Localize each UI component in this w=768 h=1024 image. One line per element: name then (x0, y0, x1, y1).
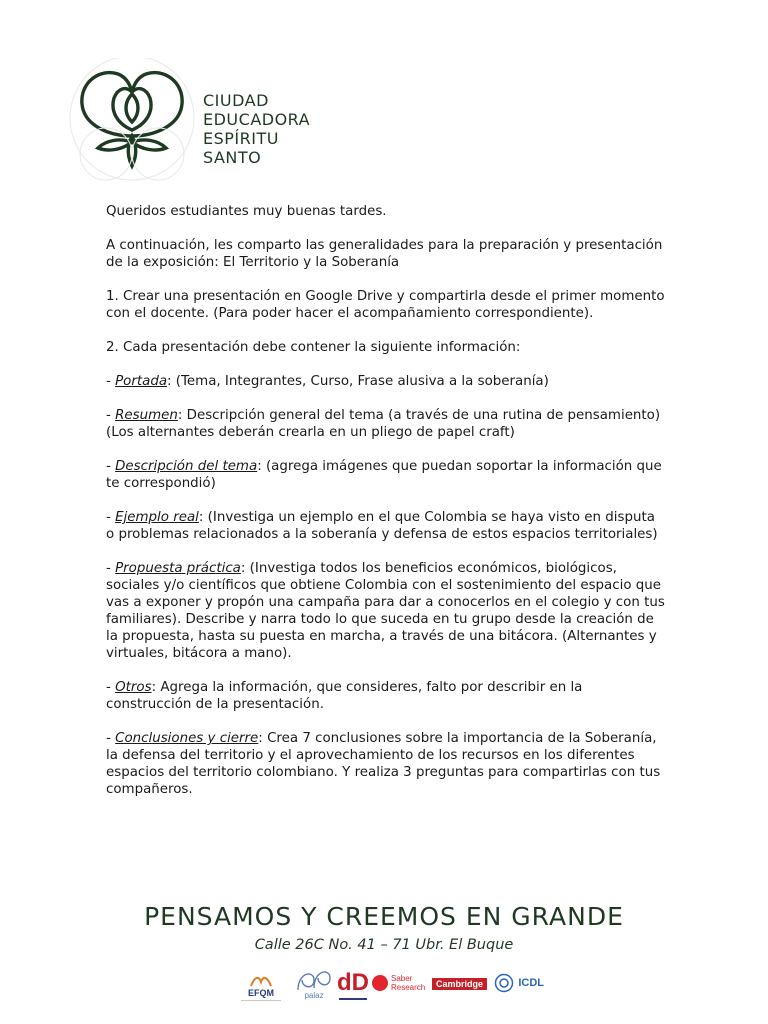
dd-badge (338, 962, 368, 1004)
item-propuesta: - Propuesta práctica: (Investiga todos los beneficios económicos, biológicos, sociales y/o científicos que obtiene Colombia con el sostenimiento del espacio que vas a exponer y propón una campaña para dar a conocerlos en el colegio y con tus familiares). Describe y narra todo lo que suceda en tu grupo desde la creación de la propuesta, hasta su puesta en marcha, a través de una bitácora. (Alternantes y virtuales, bitácora a mano). (106, 561, 665, 661)
dd-subline (339, 998, 367, 1004)
item-text: : (Investiga un ejemplo en el que Colombia se haya visto en disputa o problemas relacionados a la soberanía y defensa de estos espacios territoriales) (106, 510, 658, 542)
icdl-badge (484, 962, 544, 1004)
item-text: : (Tema, Integrantes, Curso, Frase alusiva a la soberanía) (167, 374, 549, 389)
item-text: : Crea 7 conclusiones sobre la importancia de la Soberanía, la defensa del territorio y el aprovechamiento de los recursos en los diferentes espacios del territorio colombiano. Y realiza 3 preguntas para compartirlas con tus compañeros. (106, 731, 661, 797)
item-otros: - Otros: Agrega la información, que consideres, falto por describir en la construcción de la presentación. (106, 680, 583, 712)
brand-line: ESPÍRITU (203, 129, 279, 148)
item-descripcion: - Descripción del tema: (agrega imágenes que puedan soportar la información que te correspondió) (106, 459, 662, 491)
brand-wordmark (203, 91, 310, 167)
cambridge-badge (432, 962, 482, 1004)
step-2: 2. Cada presentación debe contener la siguiente información: (106, 340, 521, 355)
item-label: Otros (115, 680, 152, 695)
efqm-badge (238, 962, 284, 1004)
item-label: Portada (115, 374, 168, 389)
efqm-label: EFQM (248, 988, 274, 998)
item-text: : Agrega la información, que consideres, falto por describir en la construcción de la presentación. (106, 680, 583, 712)
logo-icon (66, 58, 198, 198)
step-1: 1. Crear una presentación en Google Drive y compartirla desde el primer momento con el docente. (Para poder hacer el acompañamiento correspondiente). (106, 289, 665, 321)
item-conclusiones: - Conclusiones y cierre: Crea 7 conclusiones sobre la importancia de la Soberanía, la defensa del territorio y el aprovechamiento de los recursos en los diferentes espacios del territorio colombiano. Y realiza 3 preguntas para compartirlas con tus compañeros. (106, 731, 661, 797)
brand-line: SANTO (203, 148, 262, 167)
item-label: Resumen (115, 408, 178, 423)
palaz-badge (292, 962, 336, 1004)
item-label: Descripción del tema (115, 459, 258, 474)
efqm-subline (241, 1000, 281, 1004)
item-resumen: - Resumen: Descripción general del tema (a través de una rutina de pensamiento) (Los alternantes deberán crearla en un pliego de papel craft) (106, 408, 661, 440)
efqm-icon (249, 974, 273, 988)
address: Calle 26C No. 41 – 71 Ubr. El Buque (254, 937, 514, 953)
dd-label: dD (337, 969, 369, 996)
letter-body (106, 203, 666, 815)
greeting: Queridos estudiantes muy buenas tardes. (106, 204, 387, 219)
brand-line: CIUDAD (203, 91, 269, 110)
item-portada: - Portada: (Tema, Integrantes, Curso, Frase alusiva a la soberanía) (106, 374, 549, 389)
item-text: : (agrega imágenes que puedan soportar la información que te correspondió) (106, 459, 662, 491)
palaz-label: palaz (304, 991, 324, 1000)
cambridge-label: Cambridge (432, 978, 487, 990)
icdl-icon (494, 973, 514, 993)
brand-line: EDUCADORA (203, 110, 311, 129)
icdl-label: ICDL (518, 977, 544, 989)
slogan: PENSAMOS Y CREEMOS EN GRANDE (144, 902, 624, 931)
saber-label: Saber Research (391, 974, 426, 992)
intro-paragraph: A continuación, les comparto las generalidades para la preparación y presentación de la exposición: El Territorio y la Soberanía (106, 238, 663, 270)
footer (0, 900, 768, 956)
item-text: : Descripción general del tema (a través de una rutina de pensamiento) (Los alternantes deberán crearla en un pliego de papel craft) (106, 408, 661, 440)
item-label: Ejemplo real (115, 510, 199, 525)
saber-badge (372, 962, 428, 1004)
saber-icon (372, 975, 388, 991)
item-text: : (Investiga todos los beneficios económicos, biológicos, sociales y/o científicos que obtiene Colombia con el sostenimiento del espacio que vas a exponer y propón una campaña para dar a conocerlos en el colegio y con tus familiares). Describe y narra todo lo que suceda en tu grupo desde la creación de la propuesta, hasta su puesta en marcha, a través de una bitácora. (Alternantes y virtuales, bitácora a mano). (106, 561, 665, 661)
item-ejemplo: - Ejemplo real: (Investiga un ejemplo en el que Colombia se haya visto en disputa o problemas relacionados a la soberanía y defensa de estos espacios territoriales) (106, 510, 658, 542)
header (66, 58, 366, 198)
accreditation-badges (238, 962, 568, 1004)
item-label: Conclusiones y cierre (115, 731, 259, 746)
item-label: Propuesta práctica (115, 561, 241, 576)
